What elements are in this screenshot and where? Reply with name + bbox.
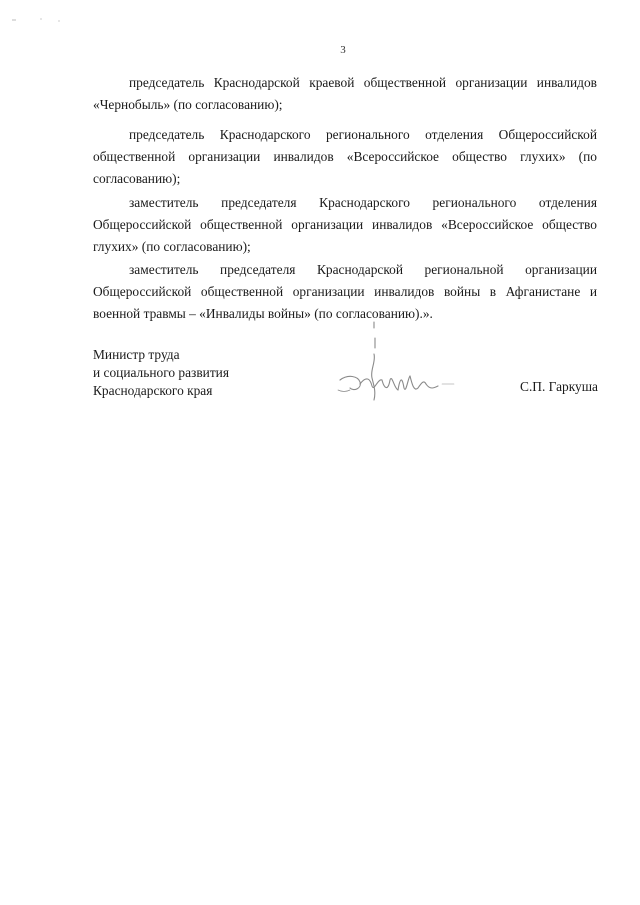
signer-position — [93, 346, 229, 400]
member-paragraph: заместитель председателя Краснодарской региональной организации Общероссийской общественной организации инвалидов войны в Афганистане и военной травмы – «Инвалиды войны» (по согласованию).». — [93, 262, 597, 321]
member-paragraph: председатель Краснодарского регионального отделения Общероссийской общественной организации инвалидов «Всероссийское общество глухих» (по согласованию); — [93, 127, 597, 186]
signer-position-line: и социального развития — [93, 365, 229, 380]
signer-position-line: Краснодарского края — [93, 383, 213, 398]
member-paragraph: председатель Краснодарской краевой общественной организации инвалидов «Чернобыль» (по согласованию); — [93, 75, 597, 112]
scan-artifact-marks — [10, 14, 70, 24]
member-paragraph: заместитель председателя Краснодарского регионального отделения Общероссийской общественной организации инвалидов «Всероссийское общество глухих» (по согласованию); — [93, 195, 597, 254]
page-number: 3 — [340, 44, 346, 56]
handwritten-signature — [330, 318, 460, 408]
signer-name: С.П. Гаркуша — [520, 379, 598, 394]
signer-position-line: Министр труда — [93, 347, 180, 362]
